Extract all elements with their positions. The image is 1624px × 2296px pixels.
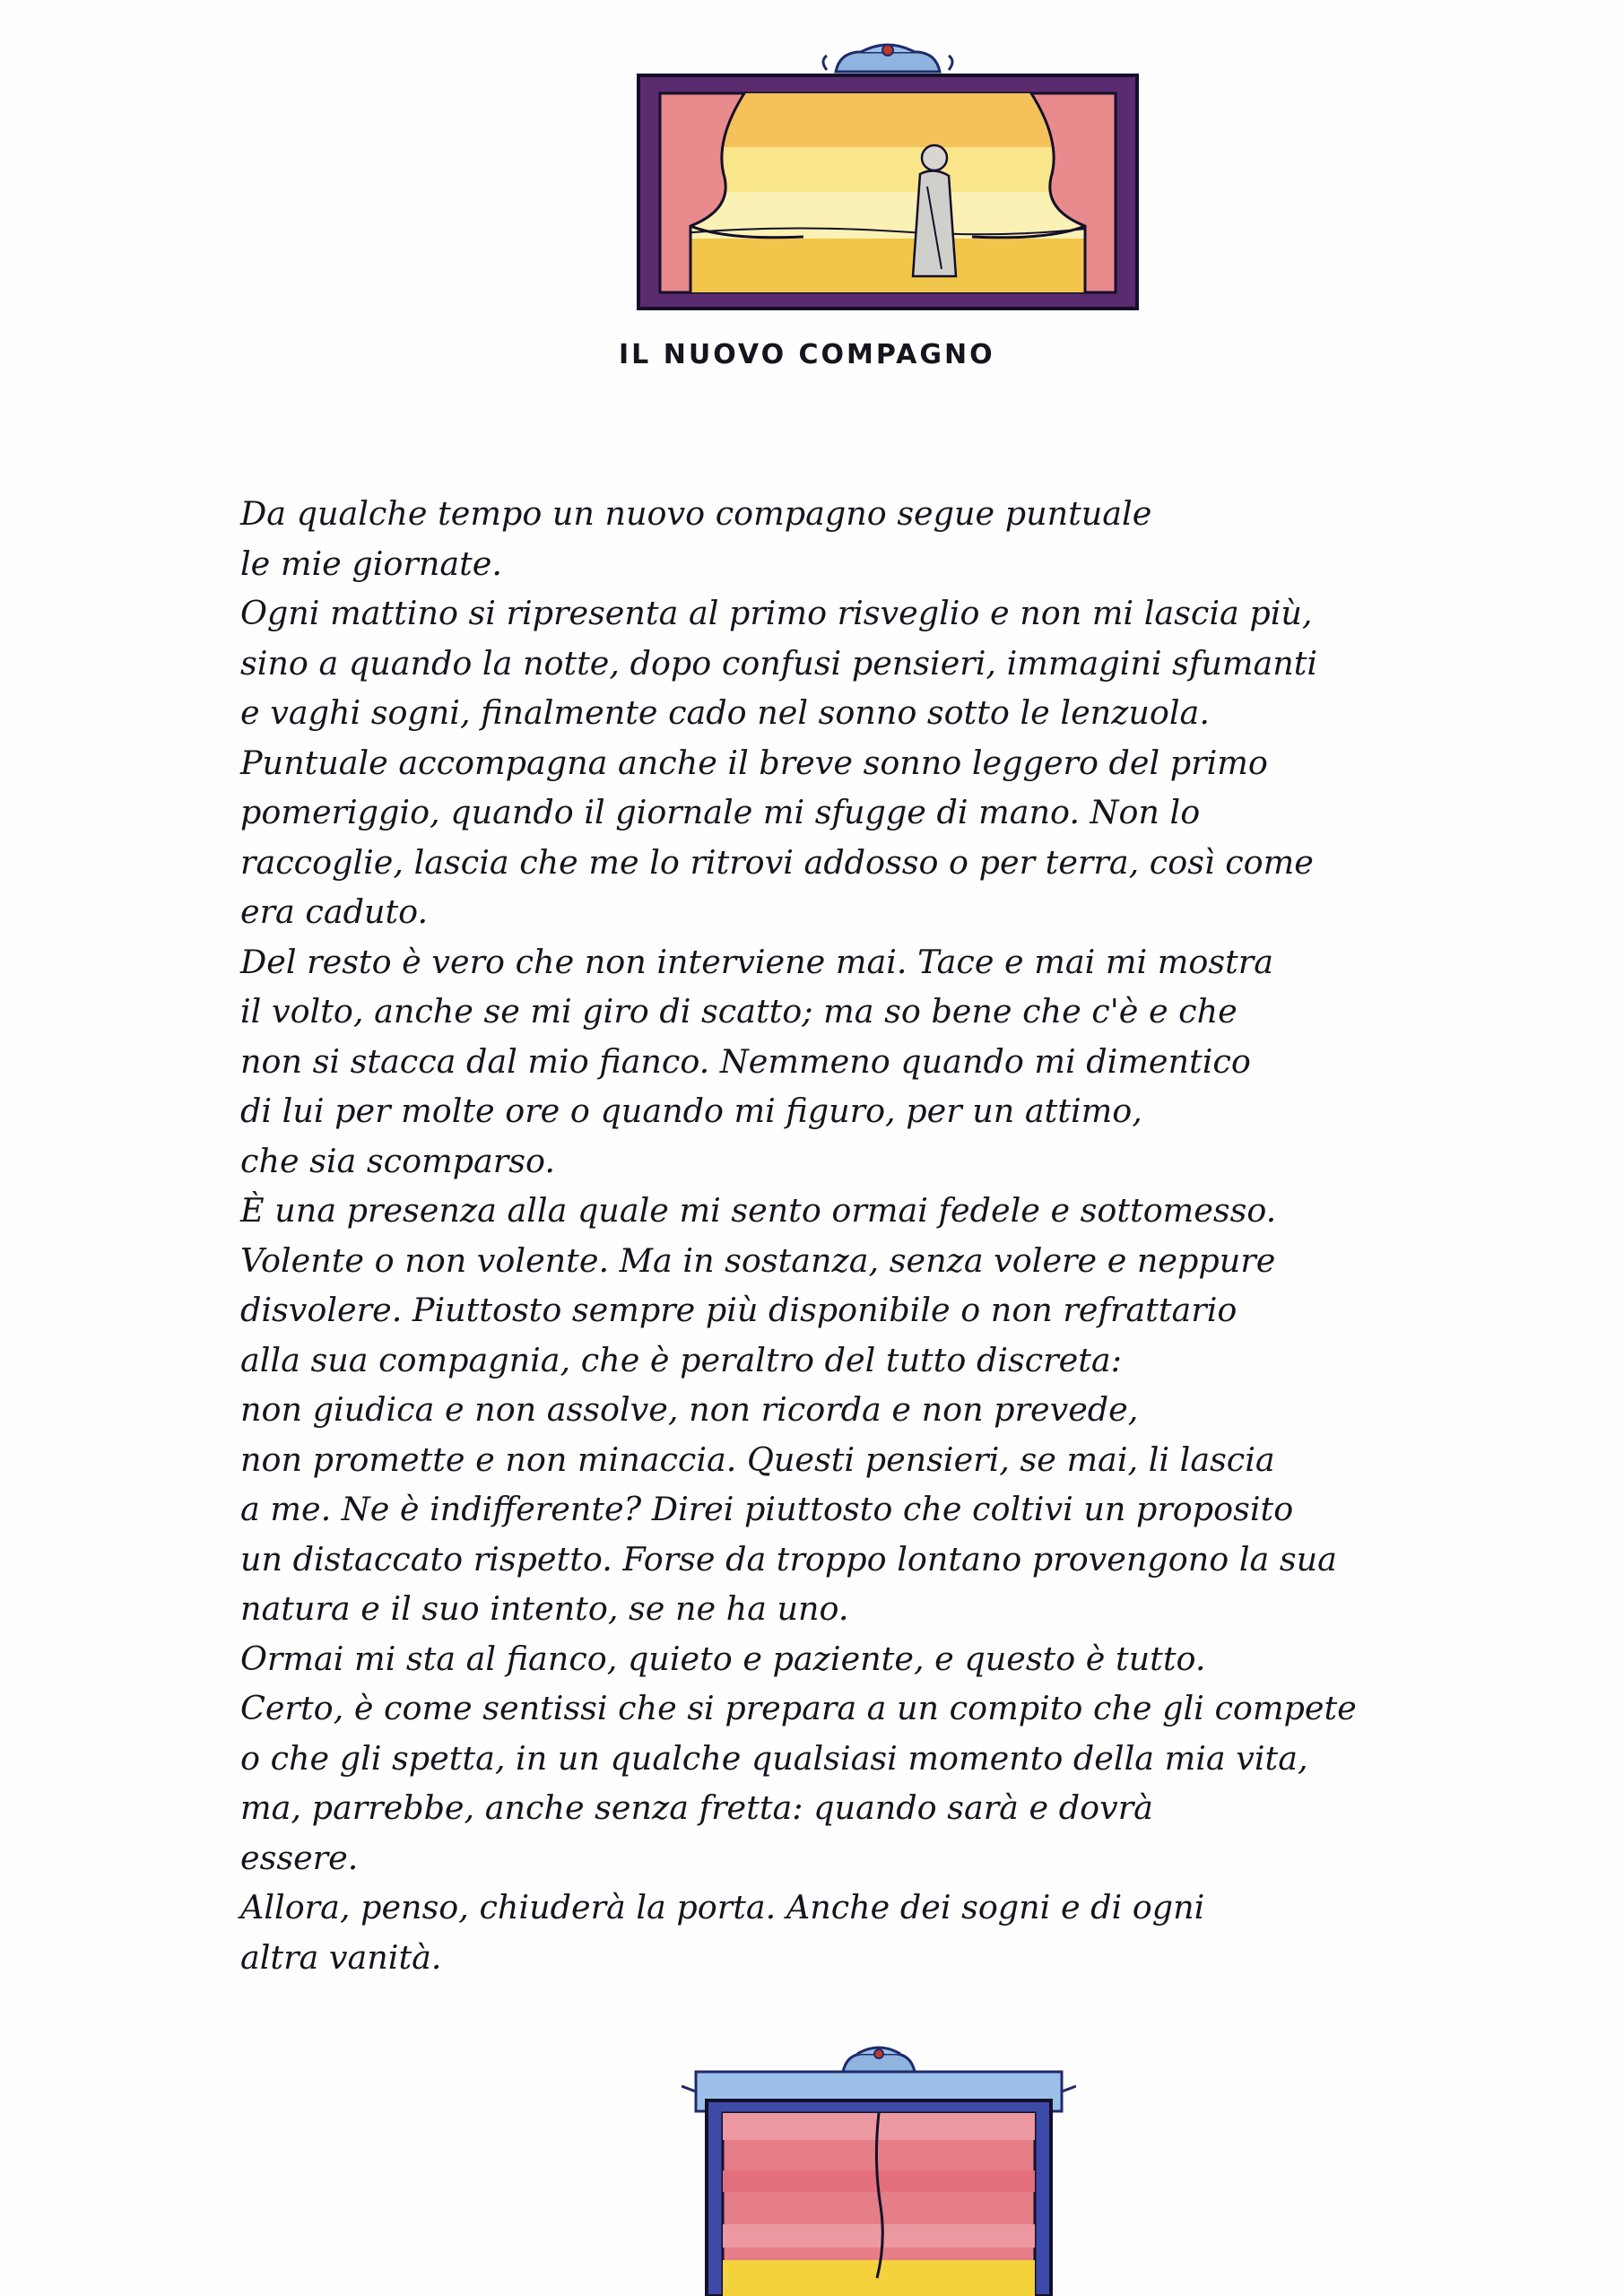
text-line: e vaghi sogni, finalmente cado nel sonno sotto le lenzuola. [240, 693, 1210, 732]
text-line: alla sua compagnia, che è peraltro del tutto discreta: [240, 1340, 1122, 1379]
frame-ornament-bottom [843, 2048, 915, 2072]
text-line: disvolere. Piuttosto sempre più disponibile o non refrattario [240, 1291, 1238, 1329]
gem-icon [882, 45, 893, 56]
handwritten-body [240, 489, 1406, 1982]
text-line: un distaccato rispetto. Forse da troppo lontano provengono la sua [240, 1539, 1337, 1578]
stage-figure-illustration [628, 34, 1148, 321]
text-line: essere. [240, 1838, 359, 1877]
text-line: Puntuale accompagna anche il breve sonno leggero del primo [240, 743, 1268, 782]
frame-ornament-top [823, 45, 952, 72]
text-line: Certo, è come sentissi che si prepara a un compito che gli compete [240, 1689, 1357, 1727]
text-line: non si stacca dal mio fianco. Nemmeno quando mi dimentico [240, 1041, 1251, 1081]
text-line: Volente o non volente. Ma in sostanza, senza volere e neppure [240, 1240, 1276, 1280]
text-line: le mie giornate. [240, 544, 502, 583]
text-line: ma, parrebbe, anche senza fretta: quando sarà e dovrà [240, 1788, 1153, 1827]
text-line: a me. Ne è indifferente? Direi piuttosto che coltivi un proposito [240, 1490, 1294, 1528]
text-line: era caduto. [240, 892, 429, 931]
text-line: Del resto è vero che non interviene mai. Tace e mai mi mostra [240, 942, 1273, 981]
text-line: il volto, anche se mi giro di scatto; ma so bene che c'è e che [240, 992, 1238, 1031]
closed-curtain-illustration [682, 2036, 1076, 2296]
text-line: raccoglie, lascia che me lo ritrovi addosso o per terra, così come [240, 842, 1314, 882]
text-line: Allora, penso, chiuderà la porta. Anche dei sogni e di ogni [240, 1888, 1205, 1926]
text-line: non promette e non minaccia. Questi pensieri, se mai, li lascia [240, 1439, 1275, 1479]
text-line: sino a quando la notte, dopo confusi pensieri, immagini sfumanti [240, 643, 1318, 683]
text-line: Da qualche tempo un nuovo compagno segue puntuale [240, 494, 1152, 533]
text-line: non giudica e non assolve, non ricorda e non prevede, [240, 1390, 1139, 1429]
text-line: di lui per molte ore o quando mi figuro, per un attimo, [240, 1091, 1142, 1130]
text-line: altra vanità. [240, 1937, 442, 1977]
page-title: IL NUOVO COMPAGNO [619, 339, 995, 370]
text-line: Ormai mi sta al fianco, quieto e paziente, e questo è tutto. [240, 1639, 1206, 1678]
text-line: o che gli spetta, in un qualche qualsiasi momento della mia vita, [240, 1738, 1308, 1778]
text-line: natura e il suo intento, se ne ha uno. [240, 1589, 849, 1628]
text-line: che sia scomparso. [240, 1141, 555, 1180]
text-line: Ogni mattino si ripresenta al primo risveglio e non mi lascia più, [240, 594, 1313, 632]
gem-icon [874, 2049, 883, 2058]
text-line: È una presenza alla quale mi sento ormai fedele e sottomesso. [240, 1191, 1277, 1230]
text-line: pomeriggio, quando il giornale mi sfugge di mano. Non lo [240, 793, 1201, 831]
